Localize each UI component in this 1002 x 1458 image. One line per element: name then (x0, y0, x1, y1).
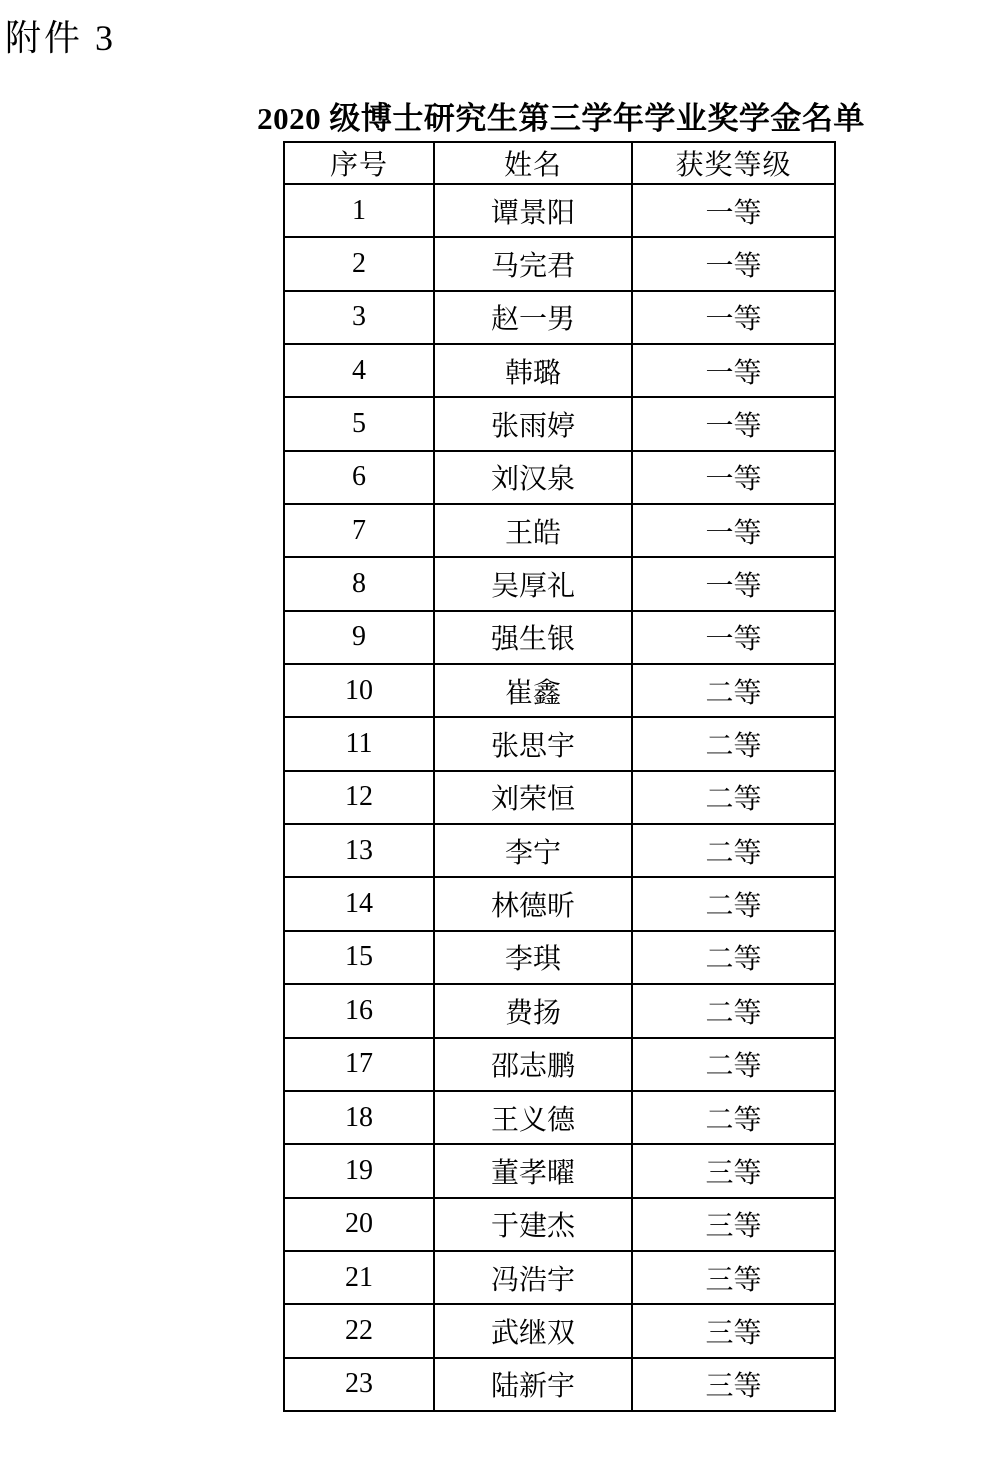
row-number-cell: 22 (284, 1304, 434, 1357)
level-cell: 二等 (632, 1038, 835, 1091)
level-cell: 二等 (632, 717, 835, 770)
table-row (284, 344, 835, 397)
row-number-cell: 9 (284, 611, 434, 664)
table-row (284, 717, 835, 770)
table-row (284, 984, 835, 1037)
name-cell: 于建杰 (434, 1198, 632, 1251)
name-cell: 马完君 (434, 237, 632, 290)
level-cell: 二等 (632, 771, 835, 824)
table-row (284, 237, 835, 290)
row-number-cell: 19 (284, 1144, 434, 1197)
name-cell: 张思宇 (434, 717, 632, 770)
table-row (284, 1304, 835, 1357)
name-cell: 刘汉泉 (434, 451, 632, 504)
table-row (284, 824, 835, 877)
table-header-row (284, 142, 835, 184)
table-row (284, 504, 835, 557)
row-number-cell: 7 (284, 504, 434, 557)
name-cell: 陆新宇 (434, 1358, 632, 1411)
level-cell: 二等 (632, 931, 835, 984)
level-cell: 一等 (632, 397, 835, 450)
level-cell: 一等 (632, 237, 835, 290)
row-number-cell: 6 (284, 451, 434, 504)
table-row (284, 771, 835, 824)
name-cell: 刘荣恒 (434, 771, 632, 824)
level-cell: 三等 (632, 1198, 835, 1251)
name-cell: 董孝曜 (434, 1144, 632, 1197)
name-cell: 张雨婷 (434, 397, 632, 450)
row-number-cell: 18 (284, 1091, 434, 1144)
table-row (284, 291, 835, 344)
name-cell: 邵志鹏 (434, 1038, 632, 1091)
row-number-cell: 13 (284, 824, 434, 877)
row-number-cell: 10 (284, 664, 434, 717)
level-cell: 一等 (632, 291, 835, 344)
table-row (284, 1198, 835, 1251)
table-row (284, 611, 835, 664)
table-row (284, 1091, 835, 1144)
row-number-cell: 11 (284, 717, 434, 770)
row-number-cell: 3 (284, 291, 434, 344)
table-row (284, 1358, 835, 1411)
name-cell: 林德昕 (434, 877, 632, 930)
level-cell: 二等 (632, 1091, 835, 1144)
header-cell-level: 获奖等级 (632, 142, 835, 184)
level-cell: 一等 (632, 504, 835, 557)
name-cell: 王皓 (434, 504, 632, 557)
table-row (284, 664, 835, 717)
table-row (284, 931, 835, 984)
level-cell: 三等 (632, 1304, 835, 1357)
level-cell: 三等 (632, 1358, 835, 1411)
row-number-cell: 21 (284, 1251, 434, 1304)
level-cell: 二等 (632, 877, 835, 930)
level-cell: 一等 (632, 184, 835, 237)
level-cell: 二等 (632, 984, 835, 1037)
level-cell: 一等 (632, 611, 835, 664)
table-row (284, 397, 835, 450)
level-cell: 一等 (632, 557, 835, 610)
table-row (284, 877, 835, 930)
page-title: 2020 级博士研究生第三学年学业奖学金名单 (257, 101, 865, 136)
level-cell: 三等 (632, 1251, 835, 1304)
table-body (284, 184, 835, 1411)
row-number-cell: 16 (284, 984, 434, 1037)
table-row (284, 451, 835, 504)
name-cell: 费扬 (434, 984, 632, 1037)
name-cell: 赵一男 (434, 291, 632, 344)
name-cell: 李宁 (434, 824, 632, 877)
table-row (284, 1144, 835, 1197)
level-cell: 一等 (632, 344, 835, 397)
header-cell-no: 序号 (284, 142, 434, 184)
row-number-cell: 2 (284, 237, 434, 290)
name-cell: 崔鑫 (434, 664, 632, 717)
row-number-cell: 23 (284, 1358, 434, 1411)
table-row (284, 1038, 835, 1091)
name-cell: 武继双 (434, 1304, 632, 1357)
table-row (284, 184, 835, 237)
header-cell-name: 姓名 (434, 142, 632, 184)
name-cell: 吴厚礼 (434, 557, 632, 610)
row-number-cell: 12 (284, 771, 434, 824)
level-cell: 二等 (632, 824, 835, 877)
name-cell: 冯浩宇 (434, 1251, 632, 1304)
level-cell: 二等 (632, 664, 835, 717)
level-cell: 三等 (632, 1144, 835, 1197)
row-number-cell: 8 (284, 557, 434, 610)
scholarship-roster-table (283, 141, 836, 1412)
table-row (284, 1251, 835, 1304)
level-cell: 一等 (632, 451, 835, 504)
name-cell: 强生银 (434, 611, 632, 664)
row-number-cell: 14 (284, 877, 434, 930)
name-cell: 谭景阳 (434, 184, 632, 237)
row-number-cell: 17 (284, 1038, 434, 1091)
row-number-cell: 20 (284, 1198, 434, 1251)
row-number-cell: 1 (284, 184, 434, 237)
name-cell: 韩璐 (434, 344, 632, 397)
row-number-cell: 4 (284, 344, 434, 397)
table-row (284, 557, 835, 610)
name-cell: 王义德 (434, 1091, 632, 1144)
attachment-label: 附件 3 (5, 18, 117, 58)
row-number-cell: 15 (284, 931, 434, 984)
row-number-cell: 5 (284, 397, 434, 450)
name-cell: 李琪 (434, 931, 632, 984)
